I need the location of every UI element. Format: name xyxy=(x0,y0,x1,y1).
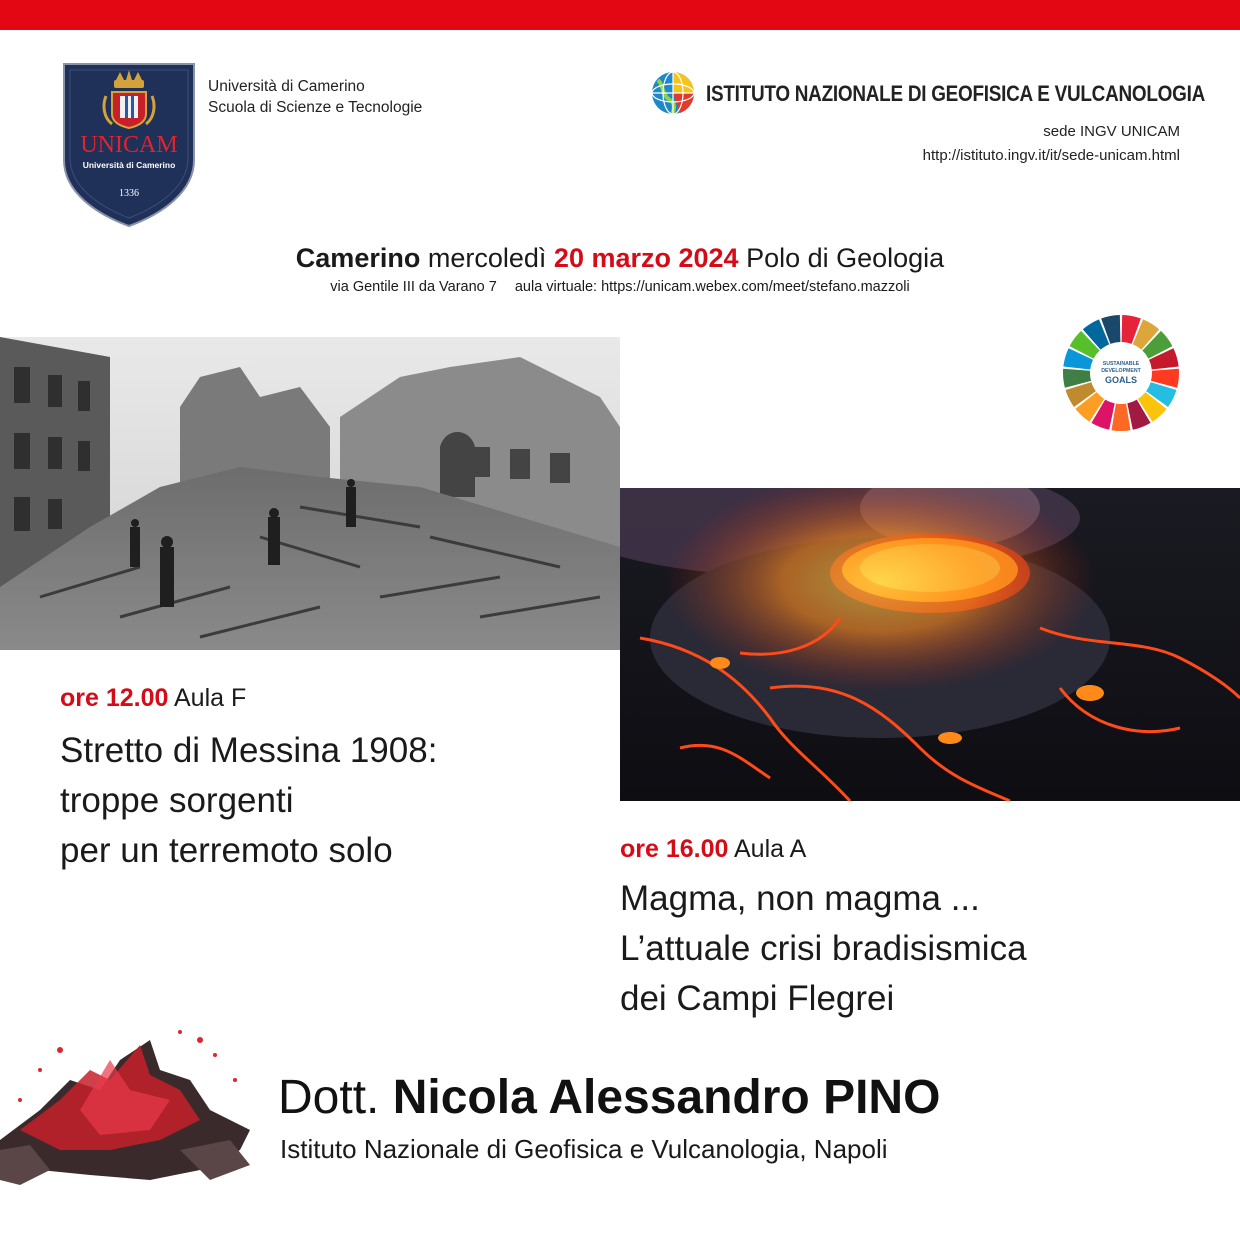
svg-text:DEVELOPMENT: DEVELOPMENT xyxy=(1101,368,1141,374)
ingv-name: ISTITUTO NAZIONALE DI GEOFISICA E VULCANOLOGIA xyxy=(706,81,1205,106)
event-address: via Gentile III da Varano 7 xyxy=(330,279,497,295)
talk2-room: Aula A xyxy=(734,835,807,863)
sdg-wheel-icon xyxy=(1061,313,1181,433)
speaker-name-line xyxy=(278,1070,940,1125)
logo-unicam-text: UNICAM xyxy=(80,132,178,158)
speaker-affiliation: Istituto Nazionale di Geofisica e Vulcanologia, Napoli xyxy=(280,1134,888,1164)
unicam-caption xyxy=(208,76,422,118)
talk1-schedule xyxy=(60,684,246,713)
logo-year-text: 1336 xyxy=(119,188,139,199)
talk1-title-line: troppe sorgenti xyxy=(60,781,294,820)
unicam-name: Università di Camerino xyxy=(208,78,365,95)
talk2-time: ore 16.00 xyxy=(620,835,729,863)
logo-subtitle-text: Università di Camerino xyxy=(82,160,176,170)
talk2-title xyxy=(620,874,1027,1024)
talk2-schedule xyxy=(620,835,806,864)
ingv-sede-block xyxy=(923,120,1180,168)
talk1-room: Aula F xyxy=(174,684,247,712)
svg-text:GOALS: GOALS xyxy=(1104,375,1138,385)
event-venue: Polo di Geologia xyxy=(746,243,945,273)
talk1-time: ore 12.00 xyxy=(60,684,169,712)
talk2-title-line: dei Campi Flegrei xyxy=(620,979,895,1018)
unicam-logo xyxy=(62,62,196,228)
unicam-school: Scuola di Scienze e Tecnologie xyxy=(208,99,423,116)
talk1-title-line: per un terremoto solo xyxy=(60,831,393,870)
messina-earthquake-photo xyxy=(0,337,620,650)
event-address-line xyxy=(0,279,1240,295)
red-rock-splash-image xyxy=(0,1020,260,1190)
talk2-title-line: L’attuale crisi bradisismica xyxy=(620,929,1027,968)
event-weekday: mercoledì xyxy=(427,243,547,273)
sdg-segment xyxy=(1111,404,1130,431)
svg-text:SUSTAINABLE: SUSTAINABLE xyxy=(1102,361,1140,367)
event-date: 20 marzo 2024 xyxy=(553,243,739,273)
top-red-bar xyxy=(0,0,1240,30)
talk2-title-line: Magma, non magma ... xyxy=(620,879,980,918)
lava-crater-photo xyxy=(620,488,1240,801)
ingv-url[interactable]: http://istituto.ingv.it/it/sede-unicam.html xyxy=(922,147,1180,164)
speaker-name: Nicola Alessandro PINO xyxy=(392,1071,941,1124)
talk1-title xyxy=(60,726,437,876)
talk1-title-line: Stretto di Messina 1908: xyxy=(60,731,438,770)
ingv-globe-icon xyxy=(650,70,696,116)
ingv-sede: sede INGV UNICAM xyxy=(1043,123,1180,140)
event-city: Camerino xyxy=(295,243,421,273)
event-dateline xyxy=(0,243,1240,274)
event-virtual-room[interactable]: aula virtuale: https://unicam.webex.com/meet/stefano.mazzoli xyxy=(514,279,910,295)
speaker-title: Dott. xyxy=(278,1071,380,1124)
